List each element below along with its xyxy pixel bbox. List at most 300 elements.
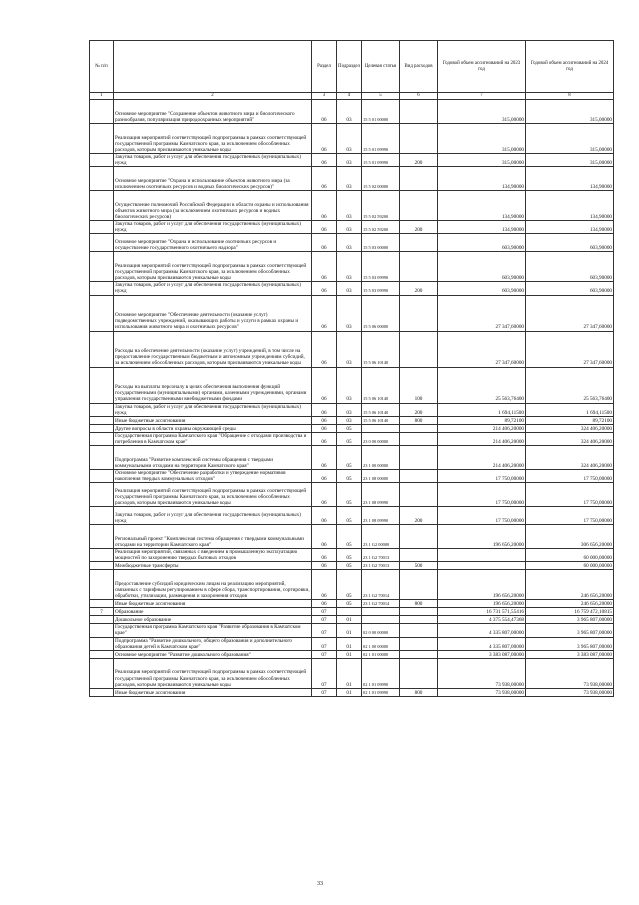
row-number-cell [90,469,114,482]
row-name-cell: Основное мероприятие "Охрана и использование охотничьих ресурсов и осуществление государственного охотничьего надзора" [114,234,312,252]
row-name-cell: Иные бюджетные ассигнования [114,600,312,608]
target-article-cell: 23 1 G2 70013 [362,549,400,562]
expense-type-cell: 200 [400,282,438,295]
row-number-cell [90,658,114,688]
section-code-cell: 06 [312,445,337,469]
header-target: Целевая статья [362,41,400,93]
header-name [114,41,312,93]
target-article-cell [362,616,400,624]
table-row [90,282,614,295]
subsection-code-cell: 03 [337,124,362,154]
expense-type-cell [400,167,438,191]
amount-2023-cell: 25 563,76400 [438,367,526,403]
amount-2024-cell: 17 750,00000 [526,507,614,525]
row-number-cell [90,295,114,331]
target-article-cell: 23 1 G2 70014 [362,570,400,600]
amount-2023-cell: 196 656,20000 [438,600,526,608]
amount-2023-cell: 214 406,20000 [438,432,526,445]
section-code-cell: 06 [312,367,337,403]
amount-2023-cell: 17 750,00000 [438,507,526,525]
amount-2024-cell: 1 694,11500 [526,403,614,416]
expense-type-cell [400,295,438,331]
expense-type-cell: 200 [400,507,438,525]
amount-2024-cell: 315,00000 [526,124,614,154]
amount-2024-cell: 3 383 087,00000 [526,650,614,658]
amount-2024-cell: 73 938,00000 [526,658,614,688]
row-number-cell [90,416,114,424]
row-name-cell: Государственная программа Камчатского края "Развитие образования в Камчатском крае" [114,624,312,637]
subsection-code-cell: 03 [337,367,362,403]
row-name-cell: Межбюджетные трансферты [114,562,312,570]
row-name-cell: Основное мероприятие "Развитие дошкольного образования" [114,650,312,658]
row-name-cell: Основное мероприятие "Сохранение объектов животного мира и биологического разнообразия, популяризация природоохранных мероприятий" [114,100,312,124]
expense-type-cell [400,570,438,600]
amount-2023-cell [438,562,526,570]
section-code-cell: 07 [312,637,337,650]
target-article-cell: 23 1 08 09990 [362,483,400,507]
subsection-code-cell: 05 [337,562,362,570]
expense-type-cell [400,616,438,624]
row-number-cell [90,424,114,432]
header-subsection: Подраздел [337,41,362,93]
amount-2023-cell: 3 383 087,00000 [438,650,526,658]
row-name-cell: Подпрограмма "Развитие комплексной системы обращения с твердыми коммунальными отходами на территории Камчатского края" [114,445,312,469]
row-name-cell: Образование [114,608,312,616]
section-code-cell: 06 [312,221,337,234]
amount-2024-cell: 25 563,76400 [526,367,614,403]
row-name-cell: Реализация мероприятий соответствующей подпрограммы в рамках соответствующей государственной программы Камчатского края, за исключением обособленных расходов, которым присваиваются уникальные коды [114,124,312,154]
row-name-cell: Реализация мероприятий соответствующей подпрограммы в рамках соответствующей государственной программы Камчатского края, за исключением обособленных расходов, которым присваиваются уникальные коды [114,252,312,282]
table-row [90,424,614,432]
subsection-code-cell: 03 [337,221,362,234]
target-article-cell: 15 5 01 09990 [362,154,400,167]
table-row [90,221,614,234]
amount-2023-cell: 196 656,20000 [438,570,526,600]
target-article-cell: 15 5 02 00000 [362,167,400,191]
row-name-cell: Расходы на обеспечение деятельности (оказание услуг) учреждений, в том числе на предоставление государственным бюджетным и автономным учреждениям субсидий, за исключением обособленных расходов, которым присваиваются уникальные коды [114,331,312,367]
amount-2024-cell: 16 759 472,10815 [526,608,614,616]
table-row [90,562,614,570]
column-number-row [90,93,614,100]
table-row [90,650,614,658]
target-article-cell: 15 5 03 00000 [362,234,400,252]
row-name-cell: Иные бюджетные ассигнования [114,688,312,696]
amount-2023-cell: 315,00000 [438,124,526,154]
table-row [90,367,614,403]
amount-2024-cell: 60 000,00000 [526,562,614,570]
target-article-cell: 15 5 02 59200 [362,221,400,234]
row-number-cell [90,600,114,608]
subsection-code-cell: 01 [337,624,362,637]
amount-2024-cell: 3 965 807,00000 [526,624,614,637]
amount-2024-cell: 246 656,20000 [526,570,614,600]
amount-2023-cell: 134,90000 [438,191,526,221]
header-row [90,41,614,93]
amount-2024-cell: 3 965 807,00000 [526,616,614,624]
row-name-cell: Реализация мероприятий, связанных с введением в промышленную эксплуатацию мощностей по захоронению твердых бытовых отходов [114,549,312,562]
subsection-code-cell: 03 [337,191,362,221]
expense-type-cell: 200 [400,221,438,234]
section-code-cell: 06 [312,100,337,124]
section-code-cell: 07 [312,624,337,637]
expense-type-cell: 500 [400,562,438,570]
table-row [90,234,614,252]
expense-type-cell [400,100,438,124]
subsection-code-cell: 03 [337,282,362,295]
amount-2023-cell: 1 694,11500 [438,403,526,416]
section-code-cell: 06 [312,252,337,282]
amount-2024-cell: 603,90000 [526,252,614,282]
target-article-cell [362,424,400,432]
amount-2024-cell: 17 750,00000 [526,469,614,482]
expense-type-cell [400,124,438,154]
table-row [90,124,614,154]
section-code-cell: 06 [312,549,337,562]
subsection-code-cell: 05 [337,507,362,525]
expense-type-cell: 800 [400,416,438,424]
subsection-code-cell: 05 [337,424,362,432]
row-number-cell [90,507,114,525]
expense-type-cell [400,191,438,221]
amount-2023-cell: 27 347,60000 [438,331,526,367]
table-row [90,403,614,416]
subsection-code-cell: 03 [337,403,362,416]
amount-2023-cell: 196 656,20000 [438,525,526,549]
subsection-code-cell: 01 [337,637,362,650]
amount-2024-cell: 3 965 807,00000 [526,637,614,650]
table-row [90,295,614,331]
section-code-cell: 06 [312,295,337,331]
table-row [90,483,614,507]
target-article-cell: 23 1 08 09990 [362,507,400,525]
amount-2023-cell: 603,90000 [438,282,526,295]
subsection-code-cell: 03 [337,252,362,282]
row-name-cell: Дошкольное образование [114,616,312,624]
amount-2024-cell: 134,90000 [526,191,614,221]
row-number-cell [90,562,114,570]
row-number-cell [90,688,114,696]
table-row [90,637,614,650]
row-number-cell: 7 [90,608,114,616]
section-code-cell: 07 [312,650,337,658]
table-body [90,41,614,697]
expense-type-cell: 200 [400,403,438,416]
target-article-cell: 23 0 00 00000 [362,432,400,445]
row-number-cell [90,154,114,167]
target-article-cell: 15 5 06 10140 [362,416,400,424]
section-code-cell: 06 [312,234,337,252]
amount-2023-cell: 214 406,20000 [438,445,526,469]
amount-2024-cell: 134,90000 [526,167,614,191]
row-name-cell: Основное мероприятие "Охрана и использование объектов животного мира (за исключением охотничьих ресурсов и водных биологических ресурсов)" [114,167,312,191]
subsection-code-cell: 05 [337,600,362,608]
expense-type-cell [400,469,438,482]
row-number-cell [90,124,114,154]
table-row [90,507,614,525]
table-row [90,445,614,469]
amount-2024-cell: 324 406,20000 [526,424,614,432]
target-article-cell: 02 1 01 09990 [362,658,400,688]
amount-2023-cell: 315,00000 [438,154,526,167]
amount-2023-cell: 89,72100 [438,416,526,424]
section-code-cell: 07 [312,616,337,624]
table-row [90,469,614,482]
target-article-cell: 15 5 06 00000 [362,295,400,331]
subsection-code-cell: 05 [337,432,362,445]
row-number-cell [90,367,114,403]
table-row [90,608,614,616]
amount-2023-cell: 4 335 807,00000 [438,624,526,637]
table-row [90,525,614,549]
amount-2023-cell: 603,90000 [438,252,526,282]
target-article-cell: 23 1 G2 70014 [362,600,400,608]
table-row [90,331,614,367]
target-article-cell: 15 5 06 10140 [362,367,400,403]
expense-type-cell: 800 [400,600,438,608]
amount-2024-cell: 324 406,20000 [526,445,614,469]
amount-2024-cell: 315,00000 [526,100,614,124]
expense-type-cell [400,483,438,507]
amount-2024-cell: 73 938,00000 [526,688,614,696]
subsection-code-cell: 03 [337,295,362,331]
section-code-cell: 06 [312,525,337,549]
subsection-code-cell: 01 [337,658,362,688]
page-number: 33 [317,881,323,887]
amount-2023-cell: 4 335 807,00000 [438,637,526,650]
header-year-2023: Годовой объем ассигнований на 2023 год [438,41,526,93]
row-name-cell: Иные бюджетные ассигнования [114,416,312,424]
amount-2024-cell: 27 347,60000 [526,295,614,331]
table-row [90,616,614,624]
amount-2024-cell: 134,90000 [526,221,614,234]
row-number-cell [90,234,114,252]
row-name-cell: Предоставление субсидий юридическим лицам на реализацию мероприятий, связанных с тарифным регулированием в сфере сбора, транспортирования, сортировки, обработки, утилизации, размещения и захоронения отходов [114,570,312,600]
row-number-cell [90,445,114,469]
target-article-cell: 15 5 06 10140 [362,403,400,416]
target-article-cell: 15 5 03 09990 [362,252,400,282]
amount-2023-cell: 73 938,00000 [438,658,526,688]
expense-type-cell [400,424,438,432]
expense-type-cell [400,331,438,367]
row-name-cell: Реализация мероприятий соответствующей подпрограммы в рамках соответствующей государственной программы Камчатского края, за исключением обособленных расходов, которым присваиваются уникальные коды [114,483,312,507]
column-number: 3 [312,93,337,100]
section-code-cell: 07 [312,608,337,616]
column-number: 6 [400,93,438,100]
expense-type-cell [400,608,438,616]
expense-type-cell [400,658,438,688]
row-name-cell: Закупка товаров, работ и услуг для обеспечения государственных (муниципальных) нужд [114,507,312,525]
amount-2024-cell: 315,00000 [526,154,614,167]
table-row [90,252,614,282]
row-number-cell [90,637,114,650]
amount-2024-cell: 603,90000 [526,282,614,295]
row-name-cell: Подпрограмма "Развитие дошкольного, общего образования и дополнительного образования детей в Камчатском крае" [114,637,312,650]
subsection-code-cell: 01 [337,616,362,624]
row-number-cell [90,167,114,191]
row-number-cell [90,191,114,221]
section-code-cell: 06 [312,124,337,154]
section-code-cell: 06 [312,403,337,416]
target-article-cell: 23 1 08 00000 [362,469,400,482]
section-code-cell: 06 [312,331,337,367]
section-code-cell: 07 [312,688,337,696]
target-article-cell [362,608,400,616]
row-name-cell: Закупка товаров, работ и услуг для обеспечения государственных (муниципальных) нужд [114,403,312,416]
amount-2024-cell: 246 656,20000 [526,600,614,608]
expense-type-cell: 800 [400,688,438,696]
header-expense-type: Вид расходов [400,41,438,93]
amount-2023-cell [438,549,526,562]
expense-type-cell [400,445,438,469]
section-code-cell: 06 [312,600,337,608]
amount-2023-cell: 603,90000 [438,234,526,252]
subsection-code-cell: 01 [337,688,362,696]
column-number: 1 [90,93,114,100]
subsection-code-cell: 03 [337,416,362,424]
expense-type-cell [400,549,438,562]
target-article-cell: 02 0 00 00000 [362,624,400,637]
subsection-code-cell: 05 [337,483,362,507]
table-row [90,688,614,696]
section-code-cell: 06 [312,282,337,295]
section-code-cell: 06 [312,469,337,482]
row-number-cell [90,624,114,637]
table-row [90,624,614,637]
column-number: 5 [362,93,400,100]
table-row [90,167,614,191]
amount-2023-cell: 27 347,60000 [438,295,526,331]
amount-2023-cell: 315,00000 [438,100,526,124]
table-row [90,191,614,221]
subsection-code-cell [337,608,362,616]
row-number-cell [90,549,114,562]
table-row [90,600,614,608]
expense-type-cell: 100 [400,367,438,403]
subsection-code-cell: 03 [337,167,362,191]
section-code-cell: 06 [312,424,337,432]
section-code-cell: 06 [312,167,337,191]
target-article-cell: 15 5 02 59200 [362,191,400,221]
table-row [90,570,614,600]
expense-type-cell [400,252,438,282]
section-code-cell: 06 [312,562,337,570]
row-name-cell: Осуществление полномочий Российской Федерации в области охраны и использования объектов животного мира (за исключением охотничьих ресурсов и водных биологических ресурсов) [114,191,312,221]
amount-2023-cell: 214 406,20000 [438,424,526,432]
amount-2024-cell: 27 347,60000 [526,331,614,367]
section-code-cell: 06 [312,191,337,221]
budget-table [89,40,614,697]
subsection-code-cell: 05 [337,469,362,482]
row-name-cell: Другие вопросы в области охраны окружающей среды [114,424,312,432]
subsection-code-cell: 05 [337,525,362,549]
row-name-cell: Основное мероприятие "Обеспечение разработки и утверждение нормативов накопления твердых коммунальных отходов" [114,469,312,482]
expense-type-cell [400,234,438,252]
expense-type-cell [400,650,438,658]
amount-2024-cell: 89,72100 [526,416,614,424]
table-row [90,100,614,124]
amount-2024-cell: 60 000,00000 [526,549,614,562]
amount-2024-cell: 324 406,20000 [526,432,614,445]
target-article-cell: 15 5 03 09990 [362,282,400,295]
amount-2023-cell: 134,90000 [438,221,526,234]
expense-type-cell [400,525,438,549]
row-number-cell [90,252,114,282]
row-number-cell [90,331,114,367]
target-article-cell: 23 1 G2 70013 [362,562,400,570]
row-name-cell: Региональный проект "Комплексная система обращения с твердыми коммунальными отходами на территории Камчатского края" [114,525,312,549]
row-number-cell [90,282,114,295]
row-name-cell: Закупка товаров, работ и услуг для обеспечения государственных (муниципальных) нужд [114,221,312,234]
row-number-cell [90,616,114,624]
expense-type-cell: 200 [400,154,438,167]
expense-type-cell [400,432,438,445]
row-number-cell [90,432,114,445]
subsection-code-cell: 03 [337,100,362,124]
column-number: 7 [438,93,526,100]
amount-2023-cell: 134,90000 [438,167,526,191]
expense-type-cell [400,624,438,637]
amount-2024-cell: 306 656,20000 [526,525,614,549]
row-name-cell: Основное мероприятие "Обеспечение деятельности (оказание услуг) подведомственных учреждений, оказывающих работы и услуги в рамках охраны и использования животного мира и охотничьих ресурсов" [114,295,312,331]
section-code-cell: 06 [312,416,337,424]
target-article-cell: 02 1 01 09990 [362,688,400,696]
table-row [90,549,614,562]
row-name-cell: Расходы на выплаты персоналу в целях обеспечения выполнения функций государственными (муниципальными) органами, казенными учреждениями, органами управления государственными внебюджетными фондами [114,367,312,403]
amount-2023-cell: 17 750,00000 [438,483,526,507]
section-code-cell: 06 [312,154,337,167]
subsection-code-cell: 03 [337,154,362,167]
target-article-cell: 02 1 00 00000 [362,637,400,650]
amount-2024-cell: 17 750,00000 [526,483,614,507]
row-name-cell: Государственная программа Камчатского края "Обращение с отходами производства и потребления в Камчатском крае" [114,432,312,445]
section-code-cell: 06 [312,570,337,600]
row-number-cell [90,403,114,416]
amount-2023-cell: 73 938,00000 [438,688,526,696]
amount-2023-cell: 17 750,00000 [438,469,526,482]
column-number: 2 [114,93,312,100]
section-code-cell: 06 [312,483,337,507]
subsection-code-cell: 05 [337,549,362,562]
subsection-code-cell: 03 [337,234,362,252]
row-number-cell [90,650,114,658]
section-code-cell: 07 [312,658,337,688]
header-num: № п/п [90,41,114,93]
row-name-cell: Закупка товаров, работ и услуг для обеспечения государственных (муниципальных) нужд [114,154,312,167]
expense-type-cell [400,637,438,650]
subsection-code-cell: 01 [337,650,362,658]
table-row [90,432,614,445]
row-number-cell [90,100,114,124]
amount-2024-cell: 603,90000 [526,234,614,252]
target-article-cell: 23 1 G2 00000 [362,525,400,549]
row-number-cell [90,570,114,600]
row-name-cell: Закупка товаров, работ и услуг для обеспечения государственных (муниципальных) нужд [114,282,312,295]
target-article-cell: 15 5 01 00000 [362,100,400,124]
section-code-cell: 06 [312,432,337,445]
header-year-2024: Годовой объем ассигнований на 2024 год [526,41,614,93]
row-number-cell [90,221,114,234]
amount-2023-cell: 4 375 554,47368 [438,616,526,624]
target-article-cell: 23 1 00 00000 [362,445,400,469]
target-article-cell: 15 5 01 09990 [362,124,400,154]
target-article-cell: 15 5 06 10140 [362,331,400,367]
subsection-code-cell: 05 [337,445,362,469]
subsection-code-cell: 03 [337,331,362,367]
column-number: 4 [337,93,362,100]
section-code-cell: 06 [312,507,337,525]
header-section: Раздел [312,41,337,93]
subsection-code-cell: 05 [337,570,362,600]
